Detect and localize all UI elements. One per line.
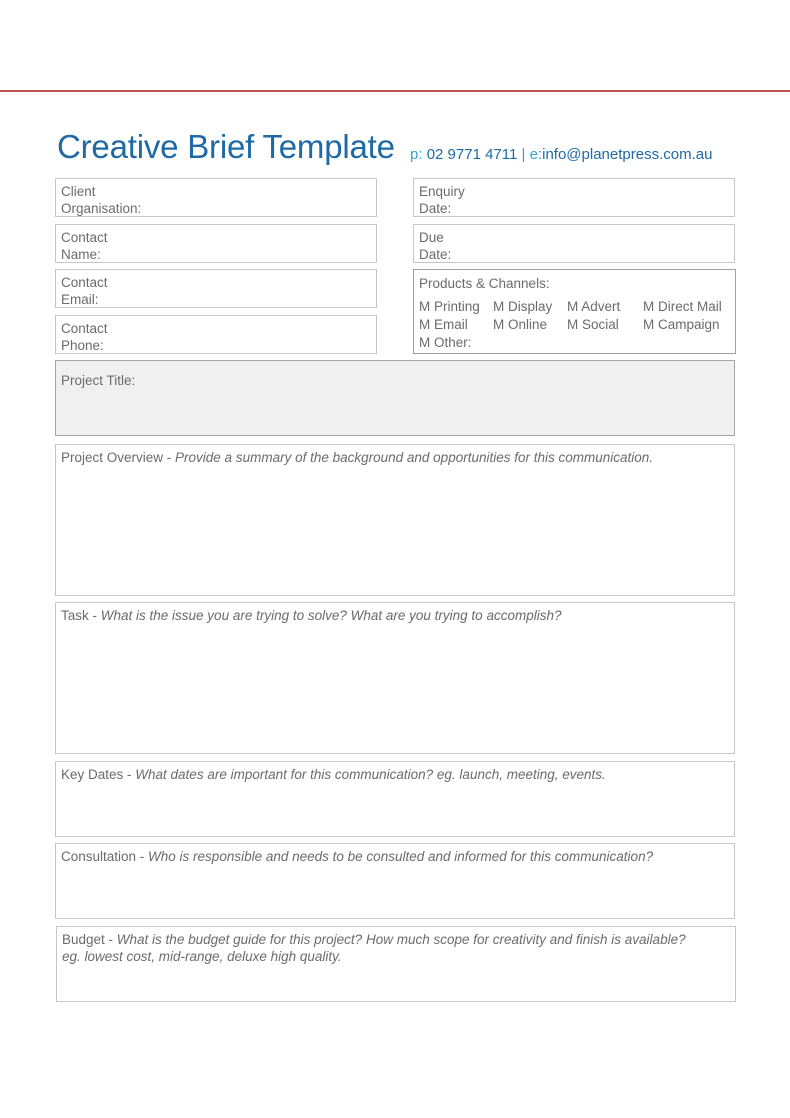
- option-email[interactable]: M Email: [419, 317, 468, 332]
- option-online[interactable]: M Online: [493, 317, 548, 332]
- option-social[interactable]: M Social: [567, 317, 619, 332]
- option-campaign[interactable]: M Campaign: [643, 317, 720, 332]
- section-label: Budget -: [62, 932, 117, 947]
- section-hint: What is the budget guide for this project? How much scope for creativity and finish is available? eg. lowest cost, mid-range, deluxe high quality.: [62, 932, 686, 964]
- section-label: Project Overview -: [61, 450, 176, 465]
- field-label: Email:: [61, 292, 99, 307]
- contact-name-field[interactable]: [55, 224, 377, 263]
- enquiry-date-field[interactable]: [413, 178, 735, 217]
- task-field[interactable]: [55, 602, 735, 754]
- separator: |: [521, 146, 526, 163]
- field-label: Name:: [61, 247, 101, 262]
- field-label: Contact: [61, 230, 108, 245]
- contact-info: [410, 146, 712, 163]
- email-label: e:: [529, 146, 543, 163]
- project-title-field[interactable]: [55, 360, 735, 436]
- section-hint: What is the issue you are trying to solve? What are you trying to accomplish?: [100, 608, 562, 623]
- field-label: Contact: [61, 321, 108, 336]
- header-rule: [0, 90, 790, 92]
- section-hint: Who is responsible and needs to be consulted and informed for this communication?: [148, 849, 654, 864]
- option-direct-mail[interactable]: M Direct Mail: [643, 299, 722, 314]
- option-other[interactable]: M Other:: [419, 335, 472, 350]
- section-hint: Provide a summary of the background and opportunities for this communication.: [175, 450, 654, 465]
- products-options: [419, 298, 730, 351]
- section-label: Consultation -: [61, 849, 149, 864]
- phone-number[interactable]: 02 9771 4711: [426, 146, 518, 163]
- section-label: Key Dates -: [61, 767, 136, 782]
- budget-field[interactable]: [56, 926, 736, 1002]
- consultation-field[interactable]: [55, 843, 735, 919]
- client-organisation-field[interactable]: [55, 178, 377, 217]
- field-label: Date:: [419, 201, 452, 216]
- products-heading: Products & Channels:: [419, 276, 550, 291]
- contact-email-field[interactable]: [55, 269, 377, 308]
- section-label: Task -: [61, 608, 101, 623]
- field-label: Due: [419, 230, 444, 245]
- phone-label: p:: [410, 146, 423, 163]
- due-date-field[interactable]: [413, 224, 735, 263]
- project-overview-field[interactable]: [55, 444, 735, 596]
- field-label: Contact: [61, 275, 108, 290]
- page-title: Creative Brief Template: [57, 128, 395, 165]
- field-label: Date:: [419, 247, 452, 262]
- option-printing[interactable]: M Printing: [419, 299, 480, 314]
- project-title-label: Project Title:: [61, 373, 136, 388]
- contact-phone-field[interactable]: [55, 315, 377, 354]
- option-advert[interactable]: M Advert: [567, 299, 621, 314]
- field-label: Phone:: [61, 338, 104, 353]
- field-label: Client: [61, 184, 96, 199]
- key-dates-field[interactable]: [55, 761, 735, 837]
- field-label: Enquiry: [419, 184, 465, 199]
- option-display[interactable]: M Display: [493, 299, 553, 314]
- section-hint: What dates are important for this communication? eg. launch, meeting, events.: [135, 767, 606, 782]
- field-label: Organisation:: [61, 201, 142, 216]
- products-channels-field: [413, 269, 736, 354]
- email-link[interactable]: info@planetpress.com.au: [542, 146, 713, 163]
